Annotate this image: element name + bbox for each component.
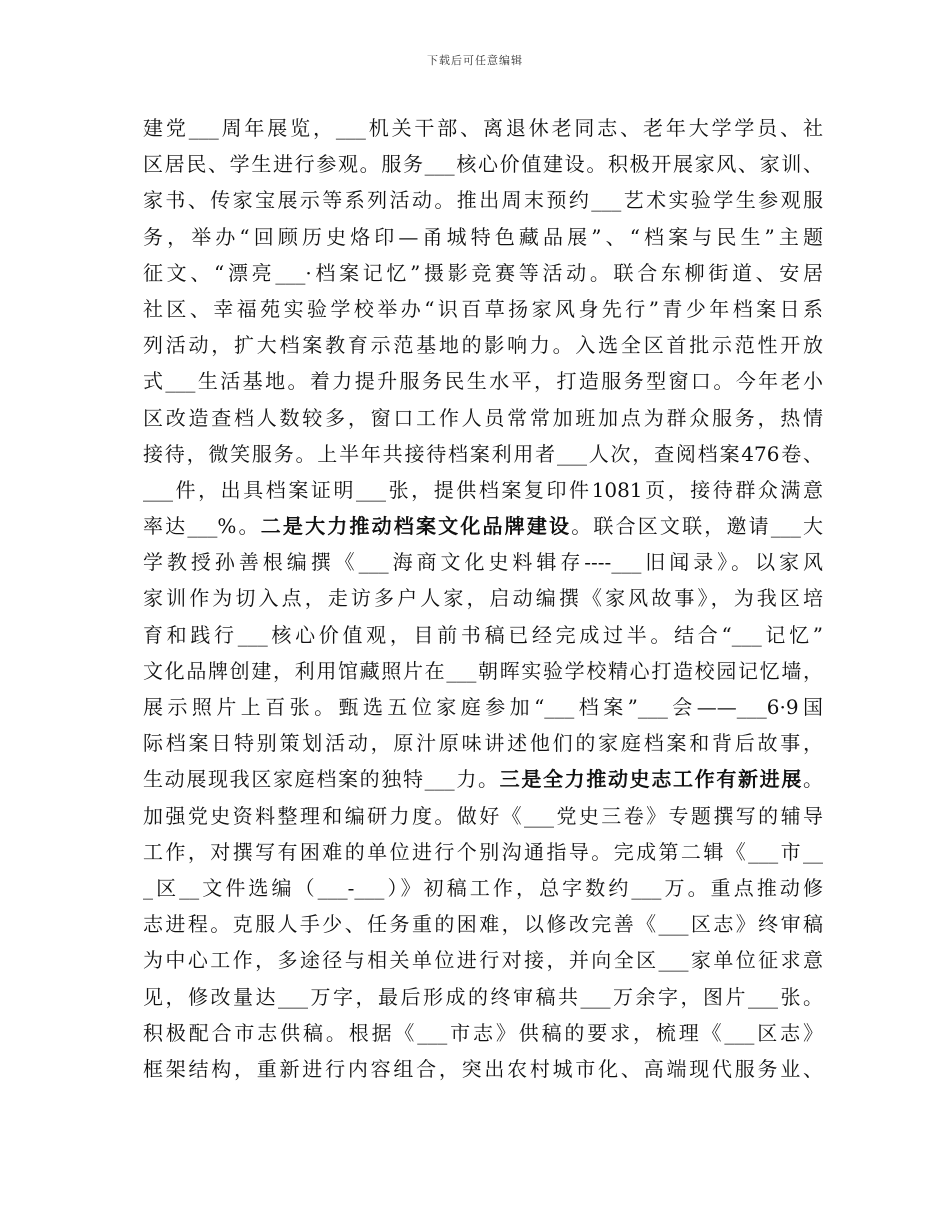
body-text-segment: 式___生活基地。着力提升服务民生水平，打造服务型窗口。今年老小 xyxy=(143,369,823,394)
body-text-segment: 生动展现我区家庭档案的独特___力。 xyxy=(143,767,500,792)
body-text-segment: 建党___周年展览，___机关干部、离退休老同志、老年大学学员、社 xyxy=(143,116,823,140)
text-line xyxy=(143,1015,823,1051)
page-header: 下载后可任意编辑 xyxy=(427,54,523,67)
body-text-segment: 社区、幸福苑实验学校举办“识百草扬家风身先行”青少年档案日系 xyxy=(143,296,823,321)
body-text-segment: 。 xyxy=(803,767,824,792)
body-text-segment: 际档案日特别策划活动，原汁原味讲述他们的家庭档案和背后故事， xyxy=(143,731,823,756)
text-line xyxy=(143,255,823,291)
text-line xyxy=(143,689,823,725)
body-text-segment: 家书、传家宝展示等系列活动。推出周末预约___艺术实验学生参观服 xyxy=(143,188,823,213)
body-text-segment: 区居民、学生进行参观。服务___核心价值建设。积极开展家风、家训、 xyxy=(143,152,823,177)
body-text-segment: 育和践行___核心价值观，目前书稿已经完成过半。结合“___记忆” xyxy=(143,622,823,647)
text-line xyxy=(143,906,823,942)
text-line xyxy=(143,544,823,580)
text-line xyxy=(143,472,823,508)
body-text-segment: 积极配合市志供稿。根据《___市志》供稿的要求，梳理《___区志》 xyxy=(143,1020,823,1045)
body-text-segment: 加强党史资料整理和编研力度。做好《___党史三卷》专题撰写的辅导 xyxy=(143,803,823,828)
text-line xyxy=(143,725,823,761)
text-line xyxy=(143,508,823,544)
body-text-segment: 工作，对撰写有困难的单位进行个别沟通指导。完成第二辑《___市__ xyxy=(143,839,823,864)
document-body xyxy=(143,110,823,1087)
body-text-segment: 征文、“漂亮___·档案记忆”摄影竞赛等活动。联合东柳街道、安居 xyxy=(143,260,823,285)
text-line xyxy=(143,110,823,146)
body-text-segment: 框架结构，重新进行内容组合，突出农村城市化、高端现代服务业、 xyxy=(143,1056,823,1081)
body-text-segment: 为中心工作，多途径与相关单位进行对接，并向全区___家单位征求意 xyxy=(143,948,823,973)
body-text-segment: 率达___%。 xyxy=(143,514,261,539)
text-line xyxy=(143,363,823,399)
bold-heading-text: 三是全力推动史志工作有新进展 xyxy=(499,767,804,792)
text-line xyxy=(143,617,823,653)
text-line xyxy=(143,653,823,689)
text-line xyxy=(143,1051,823,1087)
text-line xyxy=(143,979,823,1015)
body-text-segment: _区__文件选编（___-___）》初稿工作，总字数约___万。重点推动修 xyxy=(143,875,823,900)
body-text-segment: 。联合区文联，邀请___大 xyxy=(571,514,823,539)
body-text-segment: 学教授孙善根编撰《___海商文化史料辑存----___旧闻录》。以家风 xyxy=(143,550,823,575)
body-text-segment: 家训作为切入点，走访多户人家，启动编撰《家风故事》，为我区培 xyxy=(143,586,823,611)
text-line xyxy=(143,761,823,797)
text-line xyxy=(143,219,823,255)
body-text-segment: 列活动，扩大档案教育示范基地的影响力。入选全区首批示范性开放 xyxy=(143,333,823,358)
text-line xyxy=(143,436,823,472)
body-text-segment: 区改造查档人数较多，窗口工作人员常常加班加点为群众服务，热情 xyxy=(143,405,823,430)
text-line xyxy=(143,327,823,363)
body-text-segment: 务，举办“回顾历史烙印—甬城特色藏品展”、“档案与民生”主题 xyxy=(143,224,823,249)
body-text-segment: 志进程。克服人手少、任务重的困难，以修改完善《___区志》终审稿 xyxy=(143,912,823,937)
body-text-segment: 展示照片上百张。甄选五位家庭参加“___档案”___会——___6·9国 xyxy=(143,695,823,719)
body-text-segment: 见，修改量达___万字，最后形成的终审稿共___万余字，图片___张。 xyxy=(143,984,823,1009)
text-line xyxy=(143,580,823,616)
body-text-segment: 接待，微笑服务。上半年共接待档案利用者___人次，查阅档案476卷、 xyxy=(143,441,823,466)
text-line xyxy=(143,291,823,327)
text-line xyxy=(143,798,823,834)
text-line xyxy=(143,400,823,436)
text-line xyxy=(143,870,823,906)
body-text-segment: 文化品牌创建，利用馆藏照片在___朝晖实验学校精心打造校园记忆墙， xyxy=(143,658,823,683)
text-line xyxy=(143,182,823,218)
text-line xyxy=(143,146,823,182)
text-line xyxy=(143,834,823,870)
body-text-segment: ___件，出具档案证明___张，提供档案复印件1081页，接待群众满意 xyxy=(143,477,823,502)
text-line xyxy=(143,942,823,978)
bold-heading-text: 二是大力推动档案文化品牌建设 xyxy=(260,514,572,539)
